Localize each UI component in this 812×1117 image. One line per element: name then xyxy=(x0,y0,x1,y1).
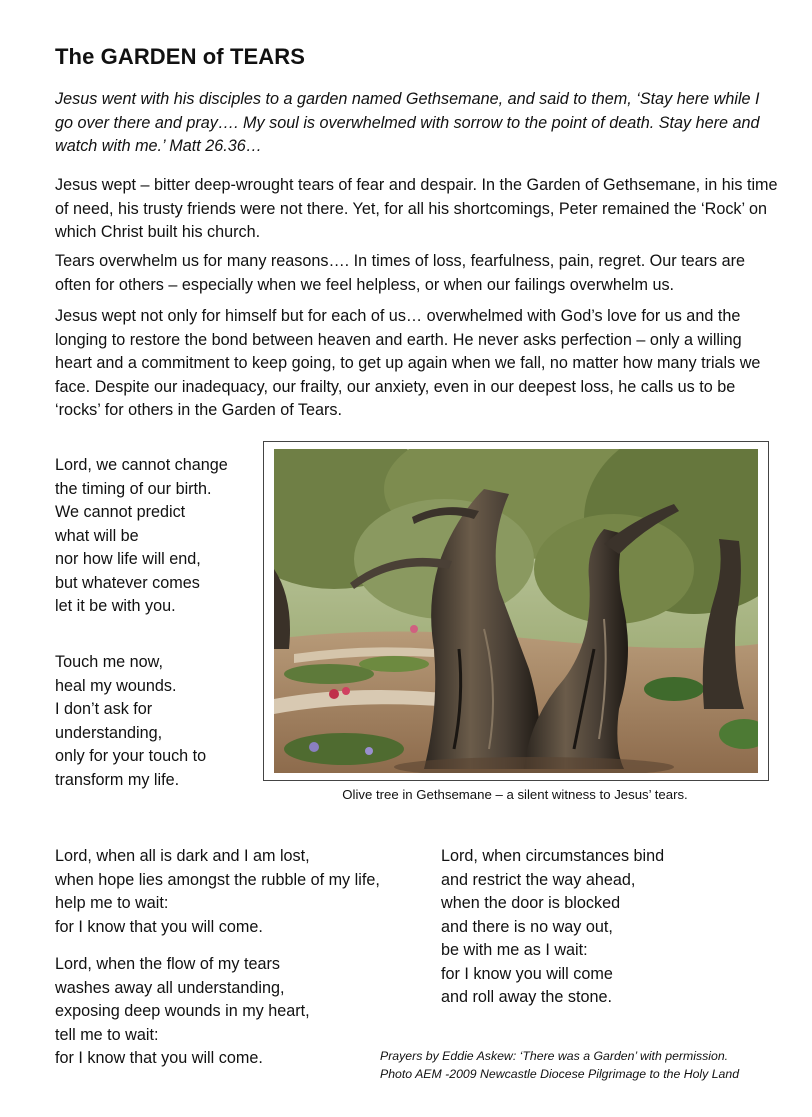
credits-prayers: Prayers by Eddie Askew: ‘There was a Garden’ with permission. xyxy=(380,1049,729,1063)
prayer-verse: Lord, when the flow of my tears washes away all understanding, exposing deep wounds in my heart, tell me to wait: for I know that you will come. xyxy=(55,955,310,1067)
prayer-verse: Lord, when circumstances bind and restrict the way ahead, when the door is blocked and there is no way out, be with me as I wait: for I know you will come and roll away the stone. xyxy=(441,847,665,1006)
credits-photo: Photo AEM -2009 Newcastle Diocese Pilgrimage to the Holy Land xyxy=(380,1067,740,1081)
body-paragraph: Tears overwhelm us for many reasons…. In times of loss, fearfulness, pain, regret. Our tears are often for others – especially when we feel helpless, or when our failings overwhelm us. xyxy=(55,252,746,294)
photo-frame xyxy=(263,441,769,781)
intro-scripture-quote: Jesus went with his disciples to a garden named Gethsemane, and said to them, ‘Stay here while I go over there and pray…. My soul is overwhelmed with sorrow to the point of death. Stay here and watch with me.’ Matt 26.36… xyxy=(55,90,760,155)
credits xyxy=(380,1047,800,1083)
olive-tree-photo xyxy=(274,449,758,773)
photo-caption: Olive tree in Gethsemane – a silent witness to Jesus’ tears. xyxy=(342,787,688,802)
prayer-verse: Lord, we cannot change the timing of our birth. We cannot predict what will be nor how life will end, but whatever comes let it be with you. xyxy=(55,456,228,615)
body-paragraph: Jesus wept – bitter deep-wrought tears of fear and despair. In the Garden of Gethsemane, in his time of need, his trusty friends were not there. Yet, for all his shortcomings, Peter remained the ‘Rock’ on which Christ built his church. xyxy=(55,176,778,241)
page-title: The GARDEN of TEARS xyxy=(55,44,306,69)
body-paragraph: Jesus wept not only for himself but for each of us… overwhelmed with God’s love for us and the longing to restore the bond between heaven and earth. He never asks perfection – only a willing heart and a commitment to keep going, to get up again when we fall, no matter how many trials we face. Despite our inadequacy, our frailty, our anxiety, even in our deepest loss, he calls us to be ‘rocks’ for others in the Garden of Tears. xyxy=(55,307,761,419)
prayer-verse: Lord, when all is dark and I am lost, when hope lies amongst the rubble of my life, help me to wait: for I know that you will come. xyxy=(55,847,380,936)
prayer-verse: Touch me now, heal my wounds. I don’t ask for understanding, only for your touch to transform my life. xyxy=(55,653,207,789)
